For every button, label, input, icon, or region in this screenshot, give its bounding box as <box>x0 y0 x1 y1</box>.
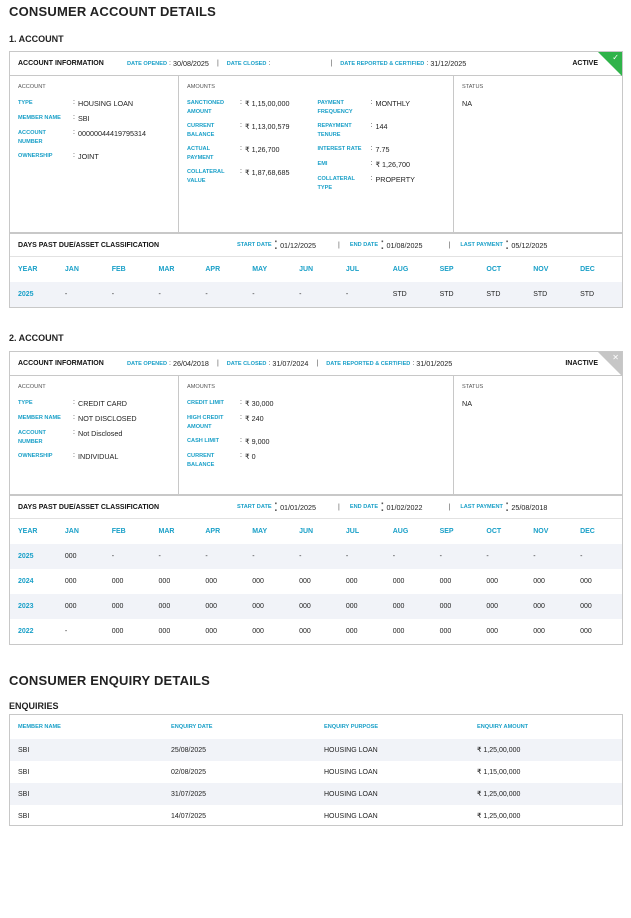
last-payment-label: LAST PAYMENT <box>460 242 503 248</box>
dpd-row <box>10 569 622 594</box>
amounts-column-title: AMOUNTS <box>187 384 215 390</box>
dpd-cell: - <box>197 544 244 569</box>
month-header: MAR <box>158 266 175 273</box>
field-row <box>187 452 317 469</box>
field-row <box>187 437 317 446</box>
field-colon: : <box>370 160 373 167</box>
field-value: MONTHLY <box>375 99 411 108</box>
field-colon: : <box>370 175 373 182</box>
field-row <box>187 122 317 139</box>
field-label: COLLATERAL VALUE <box>187 169 225 184</box>
date-reported-value: 31/12/2025 <box>430 59 467 68</box>
dpd-cell: - <box>338 544 385 569</box>
month-header: APR <box>205 528 221 535</box>
dpd-cell: 000 <box>478 594 525 619</box>
enquiry-cell: HOUSING LOAN <box>316 783 469 805</box>
field-value: 7.75 <box>375 145 390 154</box>
account-column-title: ACCOUNT <box>18 84 46 90</box>
field-label: REPAYMENT TENURE <box>317 123 352 138</box>
account-column <box>10 76 179 232</box>
dpd-cell: 000 <box>345 628 358 635</box>
month-header: JUL <box>345 528 360 535</box>
month-header: DEC <box>580 266 595 273</box>
month-header: AUG <box>392 528 409 535</box>
dpd-cell: 000 <box>158 628 171 635</box>
field-label: OWNERSHIP <box>18 153 53 159</box>
consumer-enquiry-title: CONSUMER ENQUIRY DETAILS <box>9 673 211 688</box>
dpd-cell: 000 <box>291 594 338 619</box>
field-value: ₹ 1,26,700 <box>375 160 411 169</box>
enquiry-row <box>10 739 622 761</box>
last-payment-label: LAST PAYMENT <box>460 504 503 510</box>
enquiry-column-header: MEMBER NAME <box>18 724 61 730</box>
consumer-account-title: CONSUMER ACCOUNT DETAILS <box>9 4 217 19</box>
field-label: CURRENT BALANCE <box>187 453 215 468</box>
field-colon: : <box>73 399 75 406</box>
date-reported-label: DATE REPORTED & CERTIFIED <box>340 60 425 67</box>
dpd-row <box>10 594 622 619</box>
status-value: NA <box>462 399 472 408</box>
enquiry-cell: SBI <box>10 783 163 805</box>
amounts-column <box>179 76 454 232</box>
dpd-cell: STD <box>525 282 572 307</box>
field-value: ₹ 0 <box>245 452 256 461</box>
field-value: JOINT <box>78 152 99 161</box>
field-label: MEMBER NAME <box>18 415 61 421</box>
start-date-value: 01/12/2025 <box>280 240 317 250</box>
dpd-cell: 000 <box>486 578 499 585</box>
month-header: JAN <box>64 266 79 273</box>
field-colon: : <box>73 452 75 459</box>
dpd-header: DAYS PAST DUE/ASSET CLASSIFICATION START DATE : 01/12/2025 | END DATE : 01/08/2025 | LAST PAYMENT : 05/12/2025 <box>10 233 622 257</box>
enquiry-cell: SBI <box>18 812 30 820</box>
field-row <box>18 152 170 161</box>
month-header: NOV <box>533 266 549 273</box>
year-cell: 2022 <box>18 628 34 635</box>
field-row <box>317 160 445 169</box>
field-value: ₹ 30,000 <box>245 399 274 408</box>
end-date-label: END DATE <box>349 504 379 510</box>
account-1-heading: 1. ACCOUNT <box>9 34 64 44</box>
dpd-title: DAYS PAST DUE/ASSET CLASSIFICATION <box>18 503 160 511</box>
field-colon: : <box>240 452 242 459</box>
field-label: TYPE <box>18 400 33 406</box>
dpd-cell: 000 <box>580 578 592 585</box>
date-opened-label: DATE OPENED <box>127 360 167 367</box>
field-value: HOUSING LOAN <box>78 99 134 108</box>
month-header: SEP <box>439 266 454 273</box>
dpd-cell: - <box>244 544 291 569</box>
dpd-cell: STD <box>432 282 479 307</box>
end-date-value: 01/08/2025 <box>386 240 423 250</box>
status-badge: INACTIVE <box>565 360 598 367</box>
month-header: NOV <box>533 528 549 535</box>
field-row <box>317 122 445 139</box>
dpd-cell: 000 <box>385 594 432 619</box>
field-colon: : <box>73 414 75 421</box>
field-label: TYPE <box>18 100 33 106</box>
month-header: YEAR <box>18 266 38 273</box>
field-label: INTEREST RATE <box>317 146 362 152</box>
date-opened-value: 26/04/2018 <box>172 359 209 368</box>
field-value: NOT DISCLOSED <box>78 414 137 423</box>
field-label: MEMBER NAME <box>18 115 61 121</box>
field-value: INDIVIDUAL <box>78 452 119 461</box>
field-value: Not Disclosed <box>78 429 123 438</box>
enquiry-row <box>10 761 622 783</box>
field-row <box>187 145 317 162</box>
field-label: ACTUAL PAYMENT <box>187 146 214 161</box>
dpd-cell: 000 <box>580 628 592 635</box>
dpd-cell: - <box>244 282 291 307</box>
date-opened-label: DATE OPENED <box>127 60 167 67</box>
field-colon: : <box>240 122 242 129</box>
account-2-heading: 2. ACCOUNT <box>9 333 64 343</box>
dpd-row <box>10 544 622 569</box>
dpd-cell: - <box>525 544 572 569</box>
dpd-cell: - <box>151 544 198 569</box>
month-header: DEC <box>580 528 595 535</box>
enquiry-column-header: ENQUIRY AMOUNT <box>477 724 529 730</box>
dpd-cell: 000 <box>299 628 311 635</box>
start-date-value: 01/01/2025 <box>280 502 317 512</box>
month-header: JUN <box>299 528 314 535</box>
last-payment-value: 05/12/2025 <box>511 240 548 250</box>
field-colon: : <box>73 129 75 136</box>
field-row <box>187 399 317 408</box>
month-header: JAN <box>64 528 79 535</box>
dpd-cell: - <box>197 282 244 307</box>
field-value: 144 <box>375 122 388 131</box>
dpd-cell: 000 <box>533 628 545 635</box>
account-1-card <box>9 51 623 308</box>
year-cell: 2025 <box>10 282 57 307</box>
enquiry-cell: ₹ 1,25,00,000 <box>469 783 622 805</box>
account-info-header: ACCOUNT INFORMATION DATE OPENED : 30/08/2025 | DATE CLOSED : | DATE REPORTED & CERTIFIED : 31/12/2025 ACTIVE ✓ <box>10 52 622 76</box>
field-row <box>317 99 445 116</box>
month-header: OCT <box>486 266 502 273</box>
dpd-table <box>10 519 622 644</box>
dpd-cell: 000 <box>525 594 572 619</box>
field-value: ₹ 240 <box>245 414 264 423</box>
field-label: ACCOUNT NUMBER <box>18 430 46 445</box>
date-closed-value: 31/07/2024 <box>272 359 309 368</box>
date-opened-value: 30/08/2025 <box>172 59 209 68</box>
dpd-row <box>10 282 622 307</box>
enquiries-card <box>9 714 623 826</box>
field-label: OWNERSHIP <box>18 453 53 459</box>
status-badge: ACTIVE <box>572 60 598 67</box>
field-row <box>187 168 317 185</box>
dpd-cell: 000 <box>111 578 124 585</box>
field-row <box>187 99 317 116</box>
dpd-cell: 000 <box>299 578 311 585</box>
account-2-card <box>9 351 623 645</box>
date-reported-value: 31/01/2025 <box>416 359 453 368</box>
account-info-title: ACCOUNT INFORMATION <box>18 60 104 67</box>
year-cell: 2023 <box>10 594 57 619</box>
field-label: ACCOUNT NUMBER <box>18 130 46 145</box>
field-label: CASH LIMIT <box>187 438 220 444</box>
month-header: JUL <box>345 266 360 273</box>
field-colon: : <box>240 168 242 175</box>
dpd-cell: 000 <box>572 594 622 619</box>
dpd-cell: 000 <box>205 628 218 635</box>
last-payment-value: 25/08/2018 <box>511 502 548 512</box>
field-colon: : <box>370 145 373 152</box>
dpd-cell: 000 <box>439 578 452 585</box>
enquiry-row <box>10 805 622 826</box>
dpd-cell: - <box>64 628 68 635</box>
month-header: OCT <box>486 528 502 535</box>
enquiry-cell: SBI <box>18 768 30 776</box>
dpd-cell: 000 <box>64 578 77 585</box>
dpd-cell: STD <box>572 282 622 307</box>
field-value: SBI <box>78 114 90 123</box>
enquiry-cell: ₹ 1,25,00,000 <box>477 813 521 820</box>
month-header: APR <box>205 266 221 273</box>
month-header: AUG <box>392 266 409 273</box>
dpd-cell: STD <box>385 282 432 307</box>
account-info-title: ACCOUNT INFORMATION <box>18 360 104 367</box>
field-label: EMI <box>317 161 328 167</box>
start-date-label: START DATE <box>237 242 272 248</box>
month-header: FEB <box>111 266 126 273</box>
field-label: SANCTIONED AMOUNT <box>187 100 224 115</box>
dpd-cell: 000 <box>57 594 104 619</box>
dpd-cell: 000 <box>158 578 171 585</box>
dpd-cell: 000 <box>205 578 218 585</box>
field-row <box>317 145 445 154</box>
dpd-cell: - <box>572 544 622 569</box>
dpd-cell: - <box>291 282 338 307</box>
dpd-cell: 000 <box>244 594 291 619</box>
enquiry-cell: 14/07/2025 <box>171 812 207 820</box>
end-date-value: 01/02/2022 <box>386 502 423 512</box>
amounts-column-title: AMOUNTS <box>187 84 215 90</box>
field-row <box>317 175 445 192</box>
dpd-cell: 000 <box>104 594 151 619</box>
month-header: MAR <box>158 528 175 535</box>
field-row <box>18 414 170 423</box>
dpd-cell: 000 <box>392 628 405 635</box>
field-row <box>18 114 170 123</box>
dpd-header-row <box>10 257 622 282</box>
field-value: ₹ 1,13,00,579 <box>245 122 290 131</box>
dpd-cell: - <box>338 282 385 307</box>
field-value: ₹ 1,15,00,000 <box>245 99 290 108</box>
enquiries-subtitle: ENQUIRIES <box>9 701 59 711</box>
enquiry-row <box>10 783 622 805</box>
dpd-cell: 000 <box>392 578 405 585</box>
date-closed-label: DATE CLOSED <box>226 360 267 367</box>
enquiry-cell: ₹ 1,15,00,000 <box>477 769 521 776</box>
field-colon: : <box>73 99 75 106</box>
enquiry-cell: 25/08/2025 <box>163 739 316 761</box>
account-column <box>10 376 179 494</box>
dpd-cell: - <box>57 282 104 307</box>
field-colon: : <box>240 414 242 421</box>
dpd-cell: 000 <box>439 628 452 635</box>
dpd-cell: - <box>104 282 151 307</box>
field-value: CREDIT CARD <box>78 399 127 408</box>
account-details <box>10 376 622 495</box>
field-label: COLLATERAL TYPE <box>317 176 355 191</box>
field-row <box>18 399 170 408</box>
year-cell: 2025 <box>10 544 57 569</box>
dpd-cell: 000 <box>338 594 385 619</box>
dpd-row <box>10 619 622 644</box>
dpd-cell: 000 <box>252 628 264 635</box>
dpd-cell: 000 <box>432 594 479 619</box>
field-label: CREDIT LIMIT <box>187 400 224 406</box>
amounts-column <box>179 376 454 494</box>
enquiry-column-header: ENQUIRY DATE <box>171 724 213 730</box>
enquiry-cell: HOUSING LOAN <box>324 812 378 820</box>
field-colon: : <box>370 122 373 129</box>
enquiry-cell: ₹ 1,25,00,000 <box>469 739 622 761</box>
enquiry-cell: SBI <box>10 739 163 761</box>
month-header: MAY <box>252 266 268 273</box>
dpd-cell: - <box>385 544 432 569</box>
field-colon: : <box>73 429 75 436</box>
checkmark-icon: ✓ <box>612 53 619 62</box>
field-colon: : <box>73 114 75 121</box>
field-label: PAYMENT FREQUENCY <box>317 100 353 115</box>
dpd-cell: - <box>151 282 198 307</box>
start-date-label: START DATE <box>237 504 272 510</box>
field-value: PROPERTY <box>375 175 415 184</box>
dpd-cell: 000 <box>486 628 499 635</box>
close-icon: ✕ <box>612 353 619 362</box>
field-colon: : <box>73 152 75 159</box>
dpd-cell: STD <box>478 282 525 307</box>
field-row <box>18 129 170 146</box>
dpd-title: DAYS PAST DUE/ASSET CLASSIFICATION <box>18 241 160 249</box>
field-value: 00000044419795314 <box>78 129 146 138</box>
dpd-table <box>10 257 622 307</box>
dpd-cell: 000 <box>252 578 264 585</box>
field-colon: : <box>240 145 242 152</box>
account-column-title: ACCOUNT <box>18 384 46 390</box>
dpd-cell: 000 <box>345 578 358 585</box>
status-value: NA <box>462 99 472 108</box>
field-row <box>18 452 170 461</box>
enquiry-cell: HOUSING LOAN <box>316 739 469 761</box>
month-header: FEB <box>111 528 126 535</box>
status-column-title: STATUS <box>462 384 484 390</box>
field-row <box>18 99 170 108</box>
enquiry-cell: 02/08/2025 <box>171 768 207 776</box>
end-date-label: END DATE <box>349 242 379 248</box>
dpd-cell: - <box>104 544 151 569</box>
dpd-cell: - <box>432 544 479 569</box>
dpd-cell: 000 <box>111 628 124 635</box>
dpd-header: DAYS PAST DUE/ASSET CLASSIFICATION START DATE : 01/01/2025 | END DATE : 01/02/2022 | LAST PAYMENT : 25/08/2018 <box>10 495 622 519</box>
status-column-title: STATUS <box>462 84 484 90</box>
dpd-cell: - <box>478 544 525 569</box>
month-header: MAY <box>252 528 268 535</box>
enquiries-table <box>10 715 622 826</box>
date-closed-label: DATE CLOSED <box>226 60 267 67</box>
field-row <box>187 414 317 431</box>
field-label: CURRENT BALANCE <box>187 123 215 138</box>
field-row <box>18 429 170 446</box>
month-header: SEP <box>439 528 454 535</box>
dpd-cell: 000 <box>197 594 244 619</box>
dpd-header-row <box>10 519 622 544</box>
field-value: ₹ 1,26,700 <box>245 145 280 154</box>
dpd-cell: - <box>291 544 338 569</box>
account-info-header: ACCOUNT INFORMATION DATE OPENED : 26/04/2018 | DATE CLOSED : 31/07/2024 | DATE REPORTED & CERTIFIED : 31/01/2025 INACTIVE ✕ <box>10 352 622 376</box>
dpd-cell: 000 <box>57 544 104 569</box>
enquiry-header-row <box>10 715 622 739</box>
field-value: ₹ 1,87,68,685 <box>245 168 290 177</box>
enquiry-cell: 31/07/2025 <box>163 783 316 805</box>
enquiry-cell: HOUSING LOAN <box>324 768 378 776</box>
date-reported-label: DATE REPORTED & CERTIFIED <box>326 360 411 367</box>
month-header: YEAR <box>18 528 38 535</box>
dpd-cell: 000 <box>151 594 198 619</box>
field-colon: : <box>240 399 242 406</box>
field-colon: : <box>240 437 242 444</box>
dpd-cell: 000 <box>533 578 545 585</box>
enquiry-column-header: ENQUIRY PURPOSE <box>324 724 379 730</box>
field-colon: : <box>240 99 242 106</box>
field-label: HIGH CREDIT AMOUNT <box>187 415 224 430</box>
field-value: ₹ 9,000 <box>245 437 270 446</box>
status-column <box>454 76 622 232</box>
account-details <box>10 76 622 233</box>
month-header: JUN <box>299 266 314 273</box>
year-cell: 2024 <box>18 578 34 585</box>
status-column <box>454 376 622 494</box>
field-colon: : <box>370 99 373 106</box>
